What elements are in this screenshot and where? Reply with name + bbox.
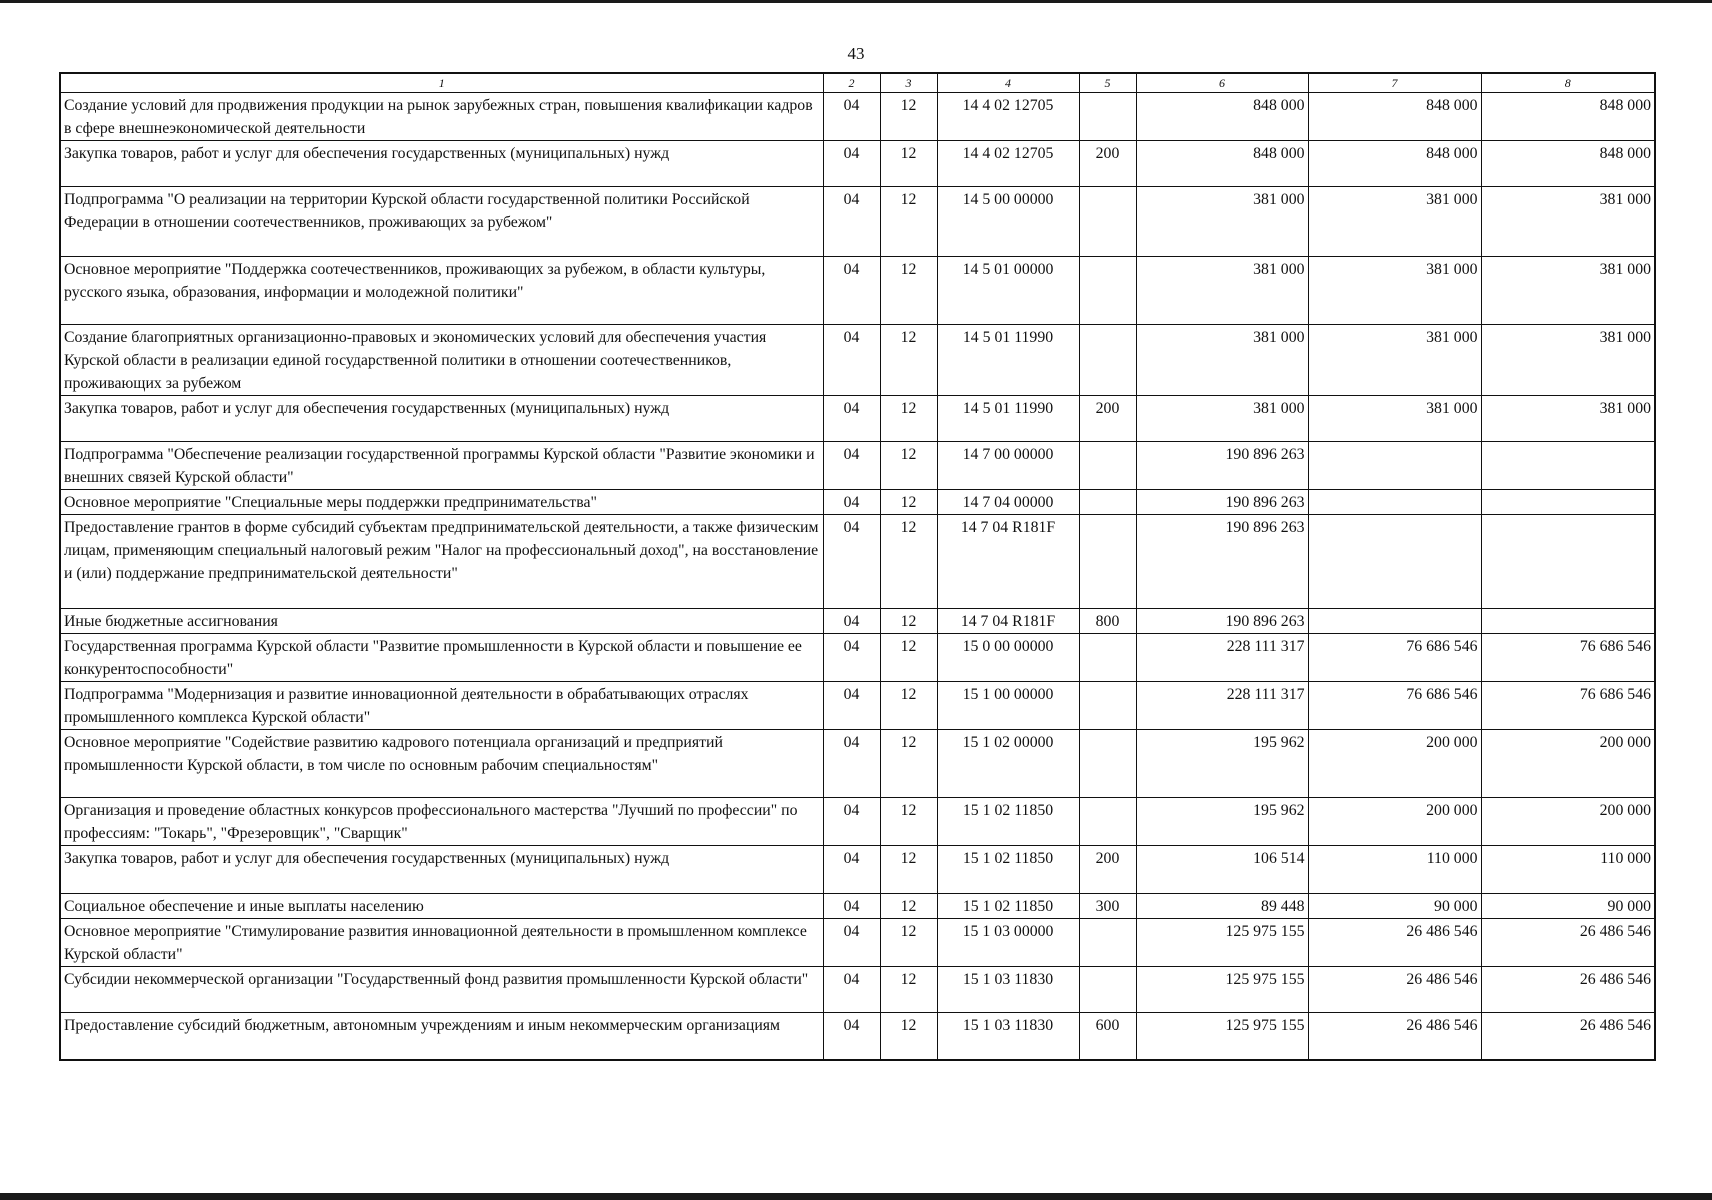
section-code: 04 (823, 93, 880, 141)
subsection-code: 12 (880, 257, 937, 325)
amount-col-6: 190 896 263 (1136, 609, 1308, 634)
amount-col-8: 200 000 (1481, 730, 1655, 798)
row-name: Основное мероприятие "Специальные меры поддержки предпринимательства" (60, 490, 823, 515)
section-code: 04 (823, 967, 880, 1013)
table-row (60, 894, 1655, 919)
amount-col-6: 89 448 (1136, 894, 1308, 919)
amount-col-8: 110 000 (1481, 846, 1655, 894)
table-row (60, 967, 1655, 1013)
expense-type-code (1079, 515, 1136, 609)
section-code: 04 (823, 682, 880, 730)
expense-type-code (1079, 257, 1136, 325)
table-row (60, 396, 1655, 442)
amount-col-7: 381 000 (1308, 187, 1481, 257)
column-number-5: 5 (1079, 73, 1136, 93)
expense-type-code (1079, 919, 1136, 967)
amount-col-6: 228 111 317 (1136, 682, 1308, 730)
amount-col-7: 848 000 (1308, 141, 1481, 187)
amount-col-8: 381 000 (1481, 325, 1655, 396)
column-number-3: 3 (880, 73, 937, 93)
table-row (60, 141, 1655, 187)
table-row (60, 919, 1655, 967)
table-row (60, 187, 1655, 257)
amount-col-8: 381 000 (1481, 187, 1655, 257)
expense-type-code (1079, 967, 1136, 1013)
target-article-code: 14 5 00 00000 (937, 187, 1079, 257)
target-article-code: 14 7 04 R181F (937, 515, 1079, 609)
target-article-code: 15 1 02 00000 (937, 730, 1079, 798)
subsection-code: 12 (880, 798, 937, 846)
row-name: Предоставление субсидий бюджетным, автономным учреждениям и иным некоммерческим организациям (60, 1013, 823, 1060)
amount-col-6: 106 514 (1136, 846, 1308, 894)
amount-col-8: 76 686 546 (1481, 682, 1655, 730)
amount-col-7 (1308, 515, 1481, 609)
amount-col-6: 848 000 (1136, 141, 1308, 187)
target-article-code: 15 1 02 11850 (937, 894, 1079, 919)
amount-col-7: 26 486 546 (1308, 919, 1481, 967)
budget-table (59, 72, 1656, 1061)
amount-col-7: 381 000 (1308, 257, 1481, 325)
amount-col-7: 90 000 (1308, 894, 1481, 919)
amount-col-6: 381 000 (1136, 325, 1308, 396)
amount-col-6: 381 000 (1136, 187, 1308, 257)
amount-col-6: 190 896 263 (1136, 442, 1308, 490)
expense-type-code (1079, 442, 1136, 490)
amount-col-7: 200 000 (1308, 730, 1481, 798)
subsection-code: 12 (880, 442, 937, 490)
subsection-code: 12 (880, 634, 937, 682)
section-code: 04 (823, 257, 880, 325)
section-code: 04 (823, 730, 880, 798)
subsection-code: 12 (880, 894, 937, 919)
subsection-code: 12 (880, 730, 937, 798)
column-number-7: 7 (1308, 73, 1481, 93)
amount-col-6: 381 000 (1136, 257, 1308, 325)
page-number: 43 (847, 44, 865, 63)
amount-col-7 (1308, 609, 1481, 634)
section-code: 04 (823, 846, 880, 894)
table-row (60, 257, 1655, 325)
expense-type-code (1079, 490, 1136, 515)
row-name: Закупка товаров, работ и услуг для обеспечения государственных (муниципальных) нужд (60, 141, 823, 187)
table-header-row (60, 73, 1655, 93)
target-article-code: 15 1 00 00000 (937, 682, 1079, 730)
table-row (60, 730, 1655, 798)
amount-col-8: 848 000 (1481, 141, 1655, 187)
section-code: 04 (823, 396, 880, 442)
amount-col-6: 125 975 155 (1136, 919, 1308, 967)
amount-col-6: 195 962 (1136, 730, 1308, 798)
amount-col-6: 190 896 263 (1136, 490, 1308, 515)
row-name: Социальное обеспечение и иные выплаты населению (60, 894, 823, 919)
amount-col-6: 195 962 (1136, 798, 1308, 846)
column-number-2: 2 (823, 73, 880, 93)
amount-col-6: 848 000 (1136, 93, 1308, 141)
amount-col-7: 848 000 (1308, 93, 1481, 141)
section-code: 04 (823, 490, 880, 515)
amount-col-6: 228 111 317 (1136, 634, 1308, 682)
amount-col-7: 110 000 (1308, 846, 1481, 894)
section-code: 04 (823, 442, 880, 490)
amount-col-7: 26 486 546 (1308, 1013, 1481, 1060)
section-code: 04 (823, 187, 880, 257)
section-code: 04 (823, 141, 880, 187)
target-article-code: 14 5 01 00000 (937, 257, 1079, 325)
section-code: 04 (823, 894, 880, 919)
row-name: Закупка товаров, работ и услуг для обеспечения государственных (муниципальных) нужд (60, 846, 823, 894)
expense-type-code (1079, 730, 1136, 798)
target-article-code: 14 4 02 12705 (937, 93, 1079, 141)
target-article-code: 14 4 02 12705 (937, 141, 1079, 187)
row-name: Подпрограмма "Обеспечение реализации государственной программы Курской области "Развитие экономики и внешних связей Курской области" (60, 442, 823, 490)
subsection-code: 12 (880, 919, 937, 967)
amount-col-6: 125 975 155 (1136, 1013, 1308, 1060)
amount-col-8 (1481, 609, 1655, 634)
amount-col-8 (1481, 490, 1655, 515)
amount-col-7: 76 686 546 (1308, 634, 1481, 682)
amount-col-6: 381 000 (1136, 396, 1308, 442)
row-name: Предоставление грантов в форме субсидий субъектам предпринимательской деятельности, а также физическим лицам, применяющим специальный налоговый режим "Налог на профессиональный доход", на восстановление и (или) поддержание предпринимательской деятельности" (60, 515, 823, 609)
section-code: 04 (823, 1013, 880, 1060)
subsection-code: 12 (880, 682, 937, 730)
section-code: 04 (823, 325, 880, 396)
amount-col-6: 125 975 155 (1136, 967, 1308, 1013)
amount-col-8: 381 000 (1481, 257, 1655, 325)
table-row (60, 515, 1655, 609)
expense-type-code (1079, 325, 1136, 396)
expense-type-code (1079, 634, 1136, 682)
table-row (60, 846, 1655, 894)
expense-type-code: 200 (1079, 846, 1136, 894)
target-article-code: 15 0 00 00000 (937, 634, 1079, 682)
amount-col-8 (1481, 442, 1655, 490)
row-name: Иные бюджетные ассигнования (60, 609, 823, 634)
table-body (60, 93, 1655, 1060)
table-row (60, 442, 1655, 490)
table-row (60, 798, 1655, 846)
row-name: Основное мероприятие "Содействие развитию кадрового потенциала организаций и предприятий промышленности Курской области, в том числе по основным рабочим специальностям" (60, 730, 823, 798)
table-row (60, 634, 1655, 682)
subsection-code: 12 (880, 141, 937, 187)
amount-col-7: 76 686 546 (1308, 682, 1481, 730)
amount-col-8 (1481, 515, 1655, 609)
subsection-code: 12 (880, 490, 937, 515)
target-article-code: 15 1 03 00000 (937, 919, 1079, 967)
table-row (60, 490, 1655, 515)
target-article-code: 14 7 04 00000 (937, 490, 1079, 515)
target-article-code: 14 7 04 R181F (937, 609, 1079, 634)
amount-col-8: 381 000 (1481, 396, 1655, 442)
subsection-code: 12 (880, 515, 937, 609)
amount-col-8: 200 000 (1481, 798, 1655, 846)
row-name: Закупка товаров, работ и услуг для обеспечения государственных (муниципальных) нужд (60, 396, 823, 442)
table-row (60, 93, 1655, 141)
expense-type-code: 300 (1079, 894, 1136, 919)
row-name: Организация и проведение областных конкурсов профессионального мастерства "Лучший по профессии" по профессиям: "Токарь", "Фрезеровщик", "Сварщик" (60, 798, 823, 846)
expense-type-code (1079, 93, 1136, 141)
amount-col-6: 190 896 263 (1136, 515, 1308, 609)
expense-type-code: 200 (1079, 141, 1136, 187)
section-code: 04 (823, 609, 880, 634)
target-article-code: 14 7 00 00000 (937, 442, 1079, 490)
amount-col-7: 26 486 546 (1308, 967, 1481, 1013)
target-article-code: 14 5 01 11990 (937, 325, 1079, 396)
subsection-code: 12 (880, 325, 937, 396)
table-row (60, 682, 1655, 730)
row-name: Подпрограмма "О реализации на территории Курской области государственной политики Российской Федерации в отношении соотечественников, проживающих за рубежом" (60, 187, 823, 257)
amount-col-7 (1308, 490, 1481, 515)
subsection-code: 12 (880, 967, 937, 1013)
amount-col-8: 90 000 (1481, 894, 1655, 919)
subsection-code: 12 (880, 93, 937, 141)
amount-col-8: 26 486 546 (1481, 1013, 1655, 1060)
target-article-code: 15 1 02 11850 (937, 798, 1079, 846)
amount-col-8: 26 486 546 (1481, 919, 1655, 967)
row-name: Создание условий для продвижения продукции на рынок зарубежных стран, повышения квалификации кадров в сфере внешнеэкономической деятельности (60, 93, 823, 141)
section-code: 04 (823, 919, 880, 967)
subsection-code: 12 (880, 396, 937, 442)
amount-col-7: 200 000 (1308, 798, 1481, 846)
section-code: 04 (823, 798, 880, 846)
section-code: 04 (823, 515, 880, 609)
expense-type-code (1079, 187, 1136, 257)
column-number-6: 6 (1136, 73, 1308, 93)
row-name: Создание благоприятных организационно-правовых и экономических условий для обеспечения участия Курской области в реализации единой государственной политики в отношении соотечественников, проживающих за рубежом (60, 325, 823, 396)
amount-col-8: 76 686 546 (1481, 634, 1655, 682)
subsection-code: 12 (880, 846, 937, 894)
expense-type-code: 600 (1079, 1013, 1136, 1060)
expense-type-code: 200 (1079, 396, 1136, 442)
amount-col-8: 26 486 546 (1481, 967, 1655, 1013)
subsection-code: 12 (880, 187, 937, 257)
row-name: Государственная программа Курской области "Развитие промышленности в Курской области и повышение ее конкурентоспособности" (60, 634, 823, 682)
subsection-code: 12 (880, 1013, 937, 1060)
target-article-code: 14 5 01 11990 (937, 396, 1079, 442)
row-name: Основное мероприятие "Поддержка соотечественников, проживающих за рубежом, в области культуры, русского языка, образования, информации и молодежной политики" (60, 257, 823, 325)
expense-type-code (1079, 682, 1136, 730)
row-name: Субсидии некоммерческой организации "Государственный фонд развития промышленности Курской области" (60, 967, 823, 1013)
table-row (60, 609, 1655, 634)
scan-bottom-edge (0, 1193, 1712, 1200)
scan-top-edge (0, 0, 1712, 3)
column-number-1: 1 (60, 73, 823, 93)
amount-col-7: 381 000 (1308, 325, 1481, 396)
expense-type-code (1079, 798, 1136, 846)
amount-col-7 (1308, 442, 1481, 490)
section-code: 04 (823, 634, 880, 682)
subsection-code: 12 (880, 609, 937, 634)
row-name: Основное мероприятие "Стимулирование развития инновационной деятельности в промышленном комплексе Курской области" (60, 919, 823, 967)
target-article-code: 15 1 02 11850 (937, 846, 1079, 894)
column-number-8: 8 (1481, 73, 1655, 93)
table-row (60, 325, 1655, 396)
amount-col-8: 848 000 (1481, 93, 1655, 141)
row-name: Подпрограмма "Модернизация и развитие инновационной деятельности в обрабатывающих отраслях промышленного комплекса Курской области" (60, 682, 823, 730)
table-row (60, 1013, 1655, 1060)
target-article-code: 15 1 03 11830 (937, 1013, 1079, 1060)
expense-type-code: 800 (1079, 609, 1136, 634)
column-number-4: 4 (937, 73, 1079, 93)
amount-col-7: 381 000 (1308, 396, 1481, 442)
target-article-code: 15 1 03 11830 (937, 967, 1079, 1013)
